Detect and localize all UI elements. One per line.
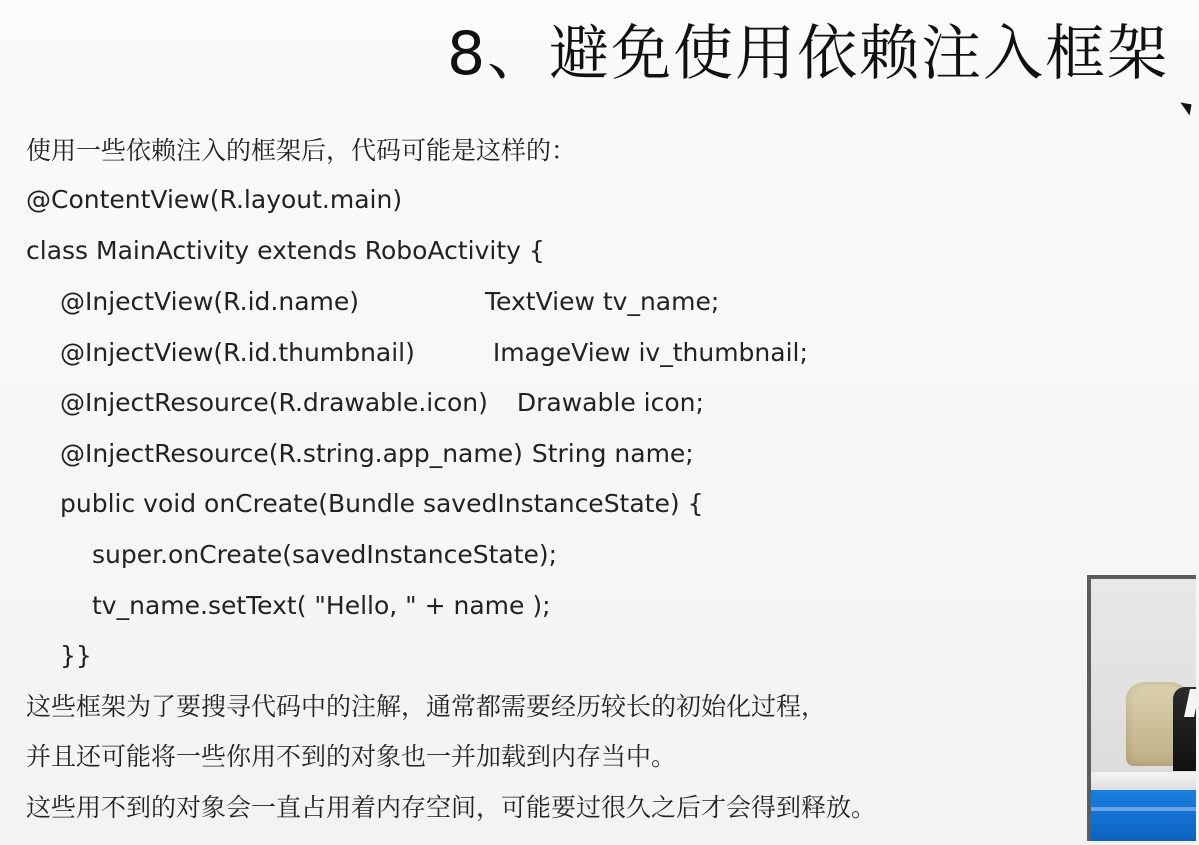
code-inject-resource-name-annotation: @InjectResource(R.string.app_name) xyxy=(60,439,523,468)
code-line-inject-resource-icon xyxy=(60,388,704,418)
code-textview-field: TextView tv_name; xyxy=(485,287,720,316)
code-line-class-declaration: class MainActivity extends RoboActivity { xyxy=(26,236,545,265)
code-drawable-field: Drawable icon; xyxy=(516,388,704,417)
mouse-cursor-icon xyxy=(1180,98,1196,116)
code-line-set-text: tv_name.setText( "Hello, " + name ); xyxy=(92,591,551,620)
code-line-inject-resource-name xyxy=(60,439,694,469)
code-inject-view-name-annotation: @InjectView(R.id.name) xyxy=(60,287,360,316)
explanation-line-1: 这些框架为了要搜寻代码中的注解，通常都需要经历较长的初始化过程， xyxy=(26,692,827,721)
code-imageview-field: ImageView iv_thumbnail; xyxy=(492,338,808,367)
code-string-field: String name; xyxy=(531,439,694,468)
explanation-line-2: 并且还可能将一些你用不到的对象也一并加载到内存当中。 xyxy=(26,742,677,771)
presenter-video-overlay xyxy=(1087,575,1196,841)
explanation-line-3: 这些用不到的对象会一直占用着内存空间，可能要过很久之后才会得到释放。 xyxy=(26,793,877,822)
code-line-content-view: @ContentView(R.layout.main) xyxy=(26,185,403,214)
code-line-on-create: public void onCreate(Bundle savedInstanceState) { xyxy=(60,489,704,518)
video-desk xyxy=(1091,772,1196,792)
code-line-close-braces: }} xyxy=(60,641,92,670)
code-line-inject-view-thumbnail xyxy=(60,338,808,368)
video-blue-banner xyxy=(1091,790,1196,841)
slide-title: 8、避免使用依赖注入框架 xyxy=(447,19,1170,89)
intro-text: 使用一些依赖注入的框架后，代码可能是这样的： xyxy=(26,136,577,165)
code-inject-view-thumbnail-annotation: @InjectView(R.id.thumbnail) xyxy=(60,338,415,367)
code-line-inject-view-name xyxy=(60,287,719,317)
video-banner-stripe xyxy=(1091,807,1196,811)
code-inject-resource-icon-annotation: @InjectResource(R.drawable.icon) xyxy=(60,388,488,417)
code-line-super-on-create: super.onCreate(savedInstanceState); xyxy=(92,540,558,569)
